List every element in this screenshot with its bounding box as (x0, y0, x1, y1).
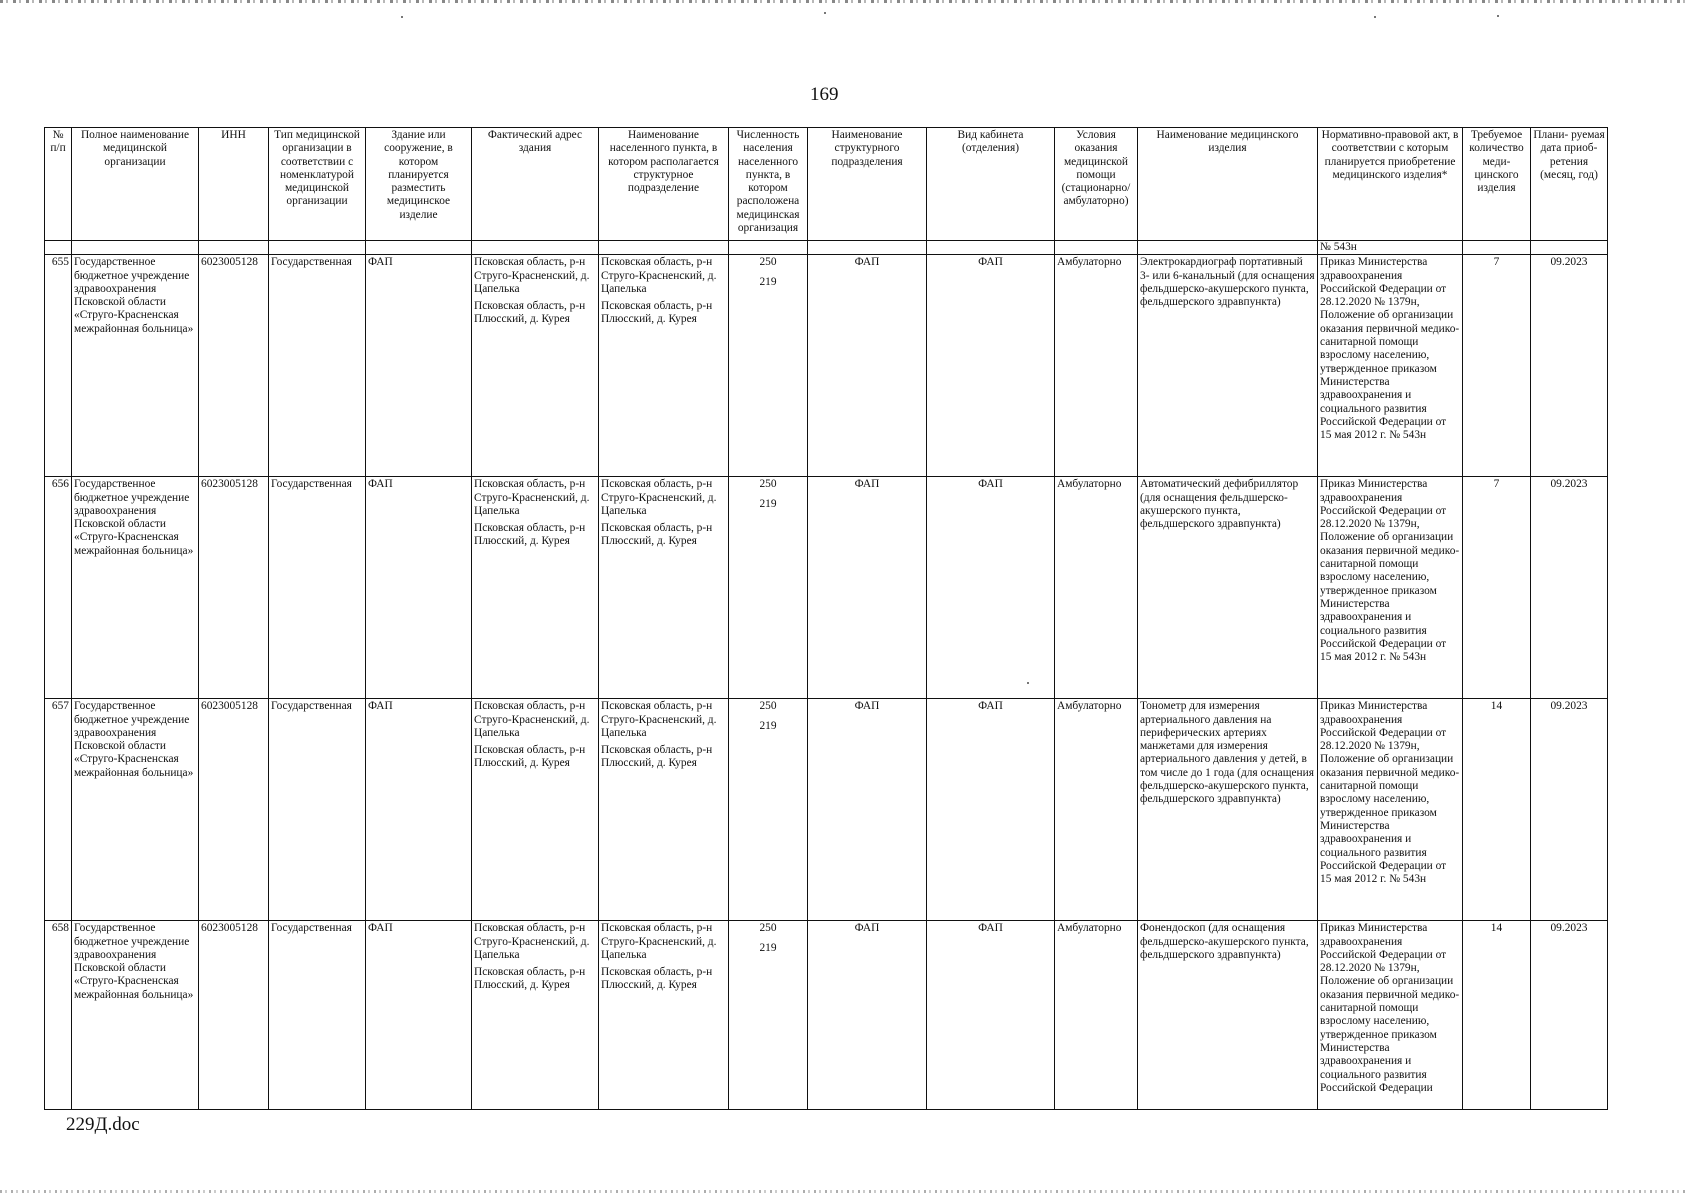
population-value: 219 (759, 719, 777, 732)
population-value: 250 (759, 700, 777, 713)
scan-edge-bottom (0, 1190, 1686, 1193)
cell-device: Фонендоскоп (для оснащения фельдшерско-акушерского пункта, фельдшерского здравпункта) (1138, 921, 1318, 1110)
population-value: 219 (759, 497, 777, 510)
cell-settlement (599, 921, 729, 1110)
col-header-settlement: Наименование населенного пункта, в котором располагается структурное подразделение (599, 128, 729, 241)
cell-cabinet: ФАП (927, 255, 1055, 477)
address-line: Псковская область, р-н Струго-Красненский, д. Цапелька (474, 256, 590, 295)
address-line: Псковская область, р-н Струго-Красненский, д. Цапелька (474, 478, 590, 517)
col-header-address: Фактический адрес здания (472, 128, 599, 241)
cell-type: Государственная (269, 477, 366, 699)
cell-date: 09.2023 (1531, 255, 1608, 477)
cell-population (729, 699, 808, 921)
col-header-device: Наименование медицинского изделия (1138, 128, 1318, 241)
col-header-building: Здание или сооружение, в котором планируется разместить медицинское изделие (366, 128, 472, 241)
settlement-line: Псковская область, р-н Струго-Красненский, д. Цапелька (601, 478, 717, 517)
cell-num: 656 (45, 477, 72, 699)
cell-qty: 7 (1463, 255, 1531, 477)
cell-unit: ФАП (808, 699, 927, 921)
cell-act: Приказ Министерства здравоохранения Российской Федерации от 28.12.2020 № 1379н, Положение об организации оказания первичной медико-санитарной помощи взрослому населению, утвержденное приказом Министерства здравоохранения и социального развития Российской Федерации от 15 мая 2012 г. № 543н (1318, 699, 1463, 921)
cell-address (472, 699, 599, 921)
population-value: 250 (759, 478, 777, 491)
col-header-type: Тип медицинской организации в соответствии с номенклатурой медицинской организации (269, 128, 366, 241)
col-header-qty: Требуемое количество меди- цинского изделия (1463, 128, 1531, 241)
cell-cabinet: ФАП (927, 921, 1055, 1110)
cell-building: ФАП (366, 699, 472, 921)
table-row (45, 477, 1608, 699)
cell-type: Государственная (269, 255, 366, 477)
col-header-name: Полное наименование медицинской организации (72, 128, 199, 241)
cell-unit: ФАП (808, 921, 927, 1110)
cell-building: ФАП (366, 255, 472, 477)
cell-inn: 6023005128 (199, 255, 269, 477)
cell-address (472, 921, 599, 1110)
cell-cabinet: ФАП (927, 699, 1055, 921)
settlement-line: Псковская область, р-н Струго-Красненский, д. Цапелька (601, 922, 717, 961)
settlement-line: Псковская область, р-н Струго-Красненский, д. Цапелька (601, 256, 717, 295)
cell-qty: 7 (1463, 477, 1531, 699)
cell-device: Тонометр для измерения артериального давления на периферических артериях манжетами для измерения артериального давления у детей, в том числе до 1 года (для оснащения фельдшерско-акушерского пункта, фельдшерского здравпункта) (1138, 699, 1318, 921)
cell-device: Автоматический дефибриллятор (для оснащения фельдшерско-акушерского пункта, фельдшерского здравпункта) (1138, 477, 1318, 699)
address-line: Псковская область, р-н Плюсский, д. Курея (474, 744, 586, 770)
cell-population (729, 921, 808, 1110)
cell-date: 09.2023 (1531, 477, 1608, 699)
col-header-date: Плани- руемая дата приоб- ретения (месяц, год) (1531, 128, 1608, 241)
col-header-cabinet: Вид кабинета (отделения) (927, 128, 1055, 241)
cell-population (729, 255, 808, 477)
cell-num: 655 (45, 255, 72, 477)
page-number: 169 (810, 84, 839, 105)
cell-population (729, 477, 808, 699)
cell-act: Приказ Министерства здравоохранения Российской Федерации от 28.12.2020 № 1379н, Положение об организации оказания первичной медико-санитарной помощи взрослому населению, утвержденное приказом Министерства здравоохранения и социального развития Российской Федерации от 15 мая 2012 г. № 543н (1318, 477, 1463, 699)
settlement-line: Псковская область, р-н Плюсский, д. Курея (601, 300, 713, 326)
continuation-row (45, 241, 1608, 255)
cell-inn: 6023005128 (199, 477, 269, 699)
cell-cabinet: ФАП (927, 477, 1055, 699)
cell-qty: 14 (1463, 699, 1531, 921)
cell-unit: ФАП (808, 255, 927, 477)
cell-settlement (599, 255, 729, 477)
cell-qty: 14 (1463, 921, 1531, 1110)
cell-conditions: Амбулаторно (1055, 255, 1138, 477)
cell-act: Приказ Министерства здравоохранения Российской Федерации от 28.12.2020 № 1379н, Положение об организации оказания первичной медико-санитарной помощи взрослому населению, утвержденное приказом Министерства здравоохранения и социального развития Российской Федерации от 15 мая 2012 г. № 543н (1318, 255, 1463, 477)
cell-inn: 6023005128 (199, 699, 269, 921)
cell-settlement (599, 477, 729, 699)
cell-inn: 6023005128 (199, 921, 269, 1110)
cell-type: Государственная (269, 921, 366, 1110)
cell-building: ФАП (366, 921, 472, 1110)
cell-date: 09.2023 (1531, 921, 1608, 1110)
cell-name: Государственное бюджетное учреждение здравоохранения Псковской области «Струго-Красненская межрайонная больница» (72, 477, 199, 699)
settlement-line: Псковская область, р-н Струго-Красненский, д. Цапелька (601, 700, 717, 739)
continuation-act: № 543н (1318, 241, 1463, 255)
equipment-table (44, 127, 1608, 1110)
table-row (45, 255, 1608, 477)
cell-name: Государственное бюджетное учреждение здравоохранения Псковской области «Струго-Красненская межрайонная больница» (72, 921, 199, 1110)
table-row (45, 921, 1608, 1110)
address-line: Псковская область, р-н Струго-Красненский, д. Цапелька (474, 922, 590, 961)
col-header-num: № п/п (45, 128, 72, 241)
cell-settlement (599, 699, 729, 921)
col-header-unit: Наименование структурного подразделения (808, 128, 927, 241)
table-header (45, 128, 1608, 241)
cell-num: 658 (45, 921, 72, 1110)
population-value: 219 (759, 941, 777, 954)
cell-building: ФАП (366, 477, 472, 699)
cell-device: Электрокардиограф портативный 3- или 6-канальный (для оснащения фельдшерско-акушерского пункта, фельдшерского здравпункта) (1138, 255, 1318, 477)
table-row (45, 699, 1608, 921)
footer-filename: 229Д.doc (66, 1114, 140, 1135)
address-line: Псковская область, р-н Плюсский, д. Курея (474, 966, 586, 992)
cell-unit: ФАП (808, 477, 927, 699)
cell-date: 09.2023 (1531, 699, 1608, 921)
population-value: 250 (759, 922, 777, 935)
cell-address (472, 255, 599, 477)
population-value: 250 (759, 256, 777, 269)
scan-edge-top (0, 0, 1686, 3)
settlement-line: Псковская область, р-н Плюсский, д. Курея (601, 522, 713, 548)
cell-conditions: Амбулаторно (1055, 699, 1138, 921)
col-header-population: Численность населения населенного пункта, в котором расположена медицинская организация (729, 128, 808, 241)
address-line: Псковская область, р-н Плюсский, д. Курея (474, 522, 586, 548)
col-header-conditions: Условия оказания медицинской помощи (стационарно/ амбулаторно) (1055, 128, 1138, 241)
settlement-line: Псковская область, р-н Плюсский, д. Курея (601, 966, 713, 992)
cell-name: Государственное бюджетное учреждение здравоохранения Псковской области «Струго-Красненская межрайонная больница» (72, 255, 199, 477)
cell-address (472, 477, 599, 699)
cell-num: 657 (45, 699, 72, 921)
col-header-inn: ИНН (199, 128, 269, 241)
population-value: 219 (759, 275, 777, 288)
cell-type: Государственная (269, 699, 366, 921)
address-line: Псковская область, р-н Струго-Красненский, д. Цапелька (474, 700, 590, 739)
settlement-line: Псковская область, р-н Плюсский, д. Курея (601, 744, 713, 770)
cell-conditions: Амбулаторно (1055, 921, 1138, 1110)
address-line: Псковская область, р-н Плюсский, д. Курея (474, 300, 586, 326)
col-header-act: Нормативно-правовой акт, в соответствии с которым планируется приобретение медицинского изделия* (1318, 128, 1463, 241)
cell-act: Приказ Министерства здравоохранения Российской Федерации от 28.12.2020 № 1379н, Положение об организации оказания первичной медико-санитарной помощи взрослому населению, утвержденное приказом Министерства здравоохранения и социального развития Российской Федерации (1318, 921, 1463, 1110)
cell-conditions: Амбулаторно (1055, 477, 1138, 699)
cell-name: Государственное бюджетное учреждение здравоохранения Псковской области «Струго-Красненская межрайонная больница» (72, 699, 199, 921)
